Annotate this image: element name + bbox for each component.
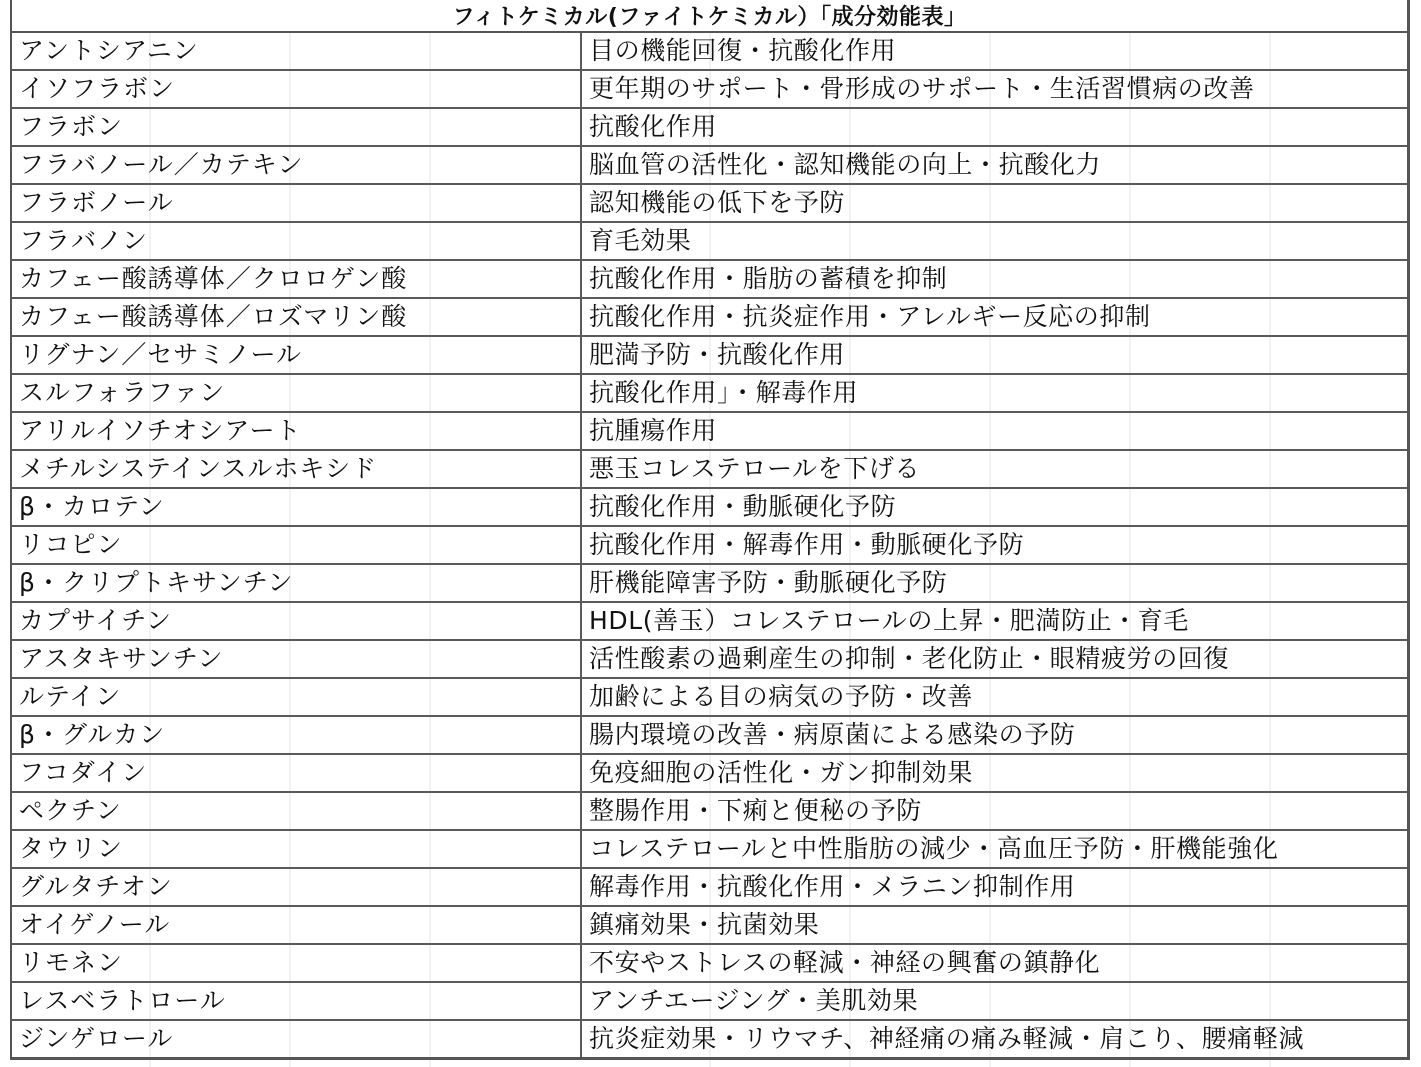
table-row [12,450,1407,488]
component-name-cell[interactable]: β・グルカン [12,716,581,754]
effect-cell[interactable]: 更年期のサポート・骨形成のサポート・生活習慣病の改善 [581,70,1407,108]
effect-cell[interactable]: 目の機能回復・抗酸化作用 [581,33,1407,70]
table-row [12,222,1407,260]
effect-cell[interactable]: 抗酸化作用・動脈硬化予防 [581,488,1407,526]
component-name-cell[interactable]: フラバノン [12,222,581,260]
component-name-cell[interactable]: ペクチン [12,792,581,830]
component-name-cell[interactable]: ジンゲロール [12,1020,581,1059]
table-row [12,184,1407,222]
table-row [12,526,1407,564]
effect-cell[interactable]: 抗酸化作用・抗炎症作用・アレルギー反応の抑制 [581,298,1407,336]
effect-cell[interactable]: 活性酸素の過剰産生の抑制・老化防止・眼精疲労の回復 [581,640,1407,678]
table-row [12,678,1407,716]
effects-table [12,33,1407,1060]
table-row [12,108,1407,146]
component-name-cell[interactable]: タウリン [12,830,581,868]
effect-cell[interactable]: 脳血管の活性化・認知機能の向上・抗酸化力 [581,146,1407,184]
table-row [12,412,1407,450]
table-row [12,33,1407,70]
effect-cell[interactable]: 不安やストレスの軽減・神経の興奮の鎮静化 [581,944,1407,982]
table-row [12,792,1407,830]
effects-table-sheet [10,0,1410,1060]
table-row [12,982,1407,1020]
table-row [12,868,1407,906]
component-name-cell[interactable]: カフェー酸誘導体／クロロゲン酸 [12,260,581,298]
component-name-cell[interactable]: アリルイソチオシアート [12,412,581,450]
effect-cell[interactable]: 腸内環境の改善・病原菌による感染の予防 [581,716,1407,754]
effect-cell[interactable]: HDL(善玉）コレステロールの上昇・肥満防止・育毛 [581,602,1407,640]
component-name-cell[interactable]: グルタチオン [12,868,581,906]
effect-cell[interactable]: 認知機能の低下を予防 [581,184,1407,222]
effect-cell[interactable]: 加齢による目の病気の予防・改善 [581,678,1407,716]
effect-cell[interactable]: 抗腫瘍作用 [581,412,1407,450]
component-name-cell[interactable]: イソフラボン [12,70,581,108]
table-row [12,906,1407,944]
table-row [12,564,1407,602]
effect-cell[interactable]: コレステロールと中性脂肪の減少・高血圧予防・肝機能強化 [581,830,1407,868]
component-name-cell[interactable]: レスベラトロール [12,982,581,1020]
table-row [12,298,1407,336]
effect-cell[interactable]: 肥満予防・抗酸化作用 [581,336,1407,374]
component-name-cell[interactable]: スルフォラファン [12,374,581,412]
component-name-cell[interactable]: メチルシステインスルホキシド [12,450,581,488]
table-row [12,602,1407,640]
component-name-cell[interactable]: アントシアニン [12,33,581,70]
component-name-cell[interactable]: リコピン [12,526,581,564]
table-title[interactable]: フィトケミカル(ファイトケミカル）「成分効能表」 [12,0,1407,33]
component-name-cell[interactable]: カフェー酸誘導体／ロズマリン酸 [12,298,581,336]
effect-cell[interactable]: アンチエージング・美肌効果 [581,982,1407,1020]
component-name-cell[interactable]: フラバノール／カテキン [12,146,581,184]
effect-cell[interactable]: 抗酸化作用・解毒作用・動脈硬化予防 [581,526,1407,564]
effect-cell[interactable]: 抗炎症効果・リウマチ、神経痛の痛み軽減・肩こり、腰痛軽減 [581,1020,1407,1059]
component-name-cell[interactable]: アスタキサンチン [12,640,581,678]
component-name-cell[interactable]: リグナン／セサミノール [12,336,581,374]
table-row [12,70,1407,108]
component-name-cell[interactable]: オイゲノール [12,906,581,944]
effect-cell[interactable]: 抗酸化作用」・解毒作用 [581,374,1407,412]
effect-cell[interactable]: 肝機能障害予防・動脈硬化予防 [581,564,1407,602]
component-name-cell[interactable]: カプサイチン [12,602,581,640]
effect-cell[interactable]: 育毛効果 [581,222,1407,260]
effect-cell[interactable]: 免疫細胞の活性化・ガン抑制効果 [581,754,1407,792]
component-name-cell[interactable]: β・カロテン [12,488,581,526]
table-row [12,640,1407,678]
table-row [12,488,1407,526]
table-row [12,830,1407,868]
effect-cell[interactable]: 鎮痛効果・抗菌効果 [581,906,1407,944]
effect-cell[interactable]: 整腸作用・下痢と便秘の予防 [581,792,1407,830]
component-name-cell[interactable]: フコダイン [12,754,581,792]
component-name-cell[interactable]: フラボン [12,108,581,146]
table-row [12,754,1407,792]
component-name-cell[interactable]: フラボノール [12,184,581,222]
effect-cell[interactable]: 悪玉コレステロールを下げる [581,450,1407,488]
component-name-cell[interactable]: リモネン [12,944,581,982]
component-name-cell[interactable]: ルテイン [12,678,581,716]
effect-cell[interactable]: 解毒作用・抗酸化作用・メラニン抑制作用 [581,868,1407,906]
effect-cell[interactable]: 抗酸化作用 [581,108,1407,146]
table-row [12,146,1407,184]
table-row [12,260,1407,298]
table-row [12,1020,1407,1059]
table-row [12,944,1407,982]
table-row [12,374,1407,412]
component-name-cell[interactable]: β・クリプトキサンチン [12,564,581,602]
table-row [12,336,1407,374]
effect-cell[interactable]: 抗酸化作用・脂肪の蓄積を抑制 [581,260,1407,298]
table-row [12,716,1407,754]
